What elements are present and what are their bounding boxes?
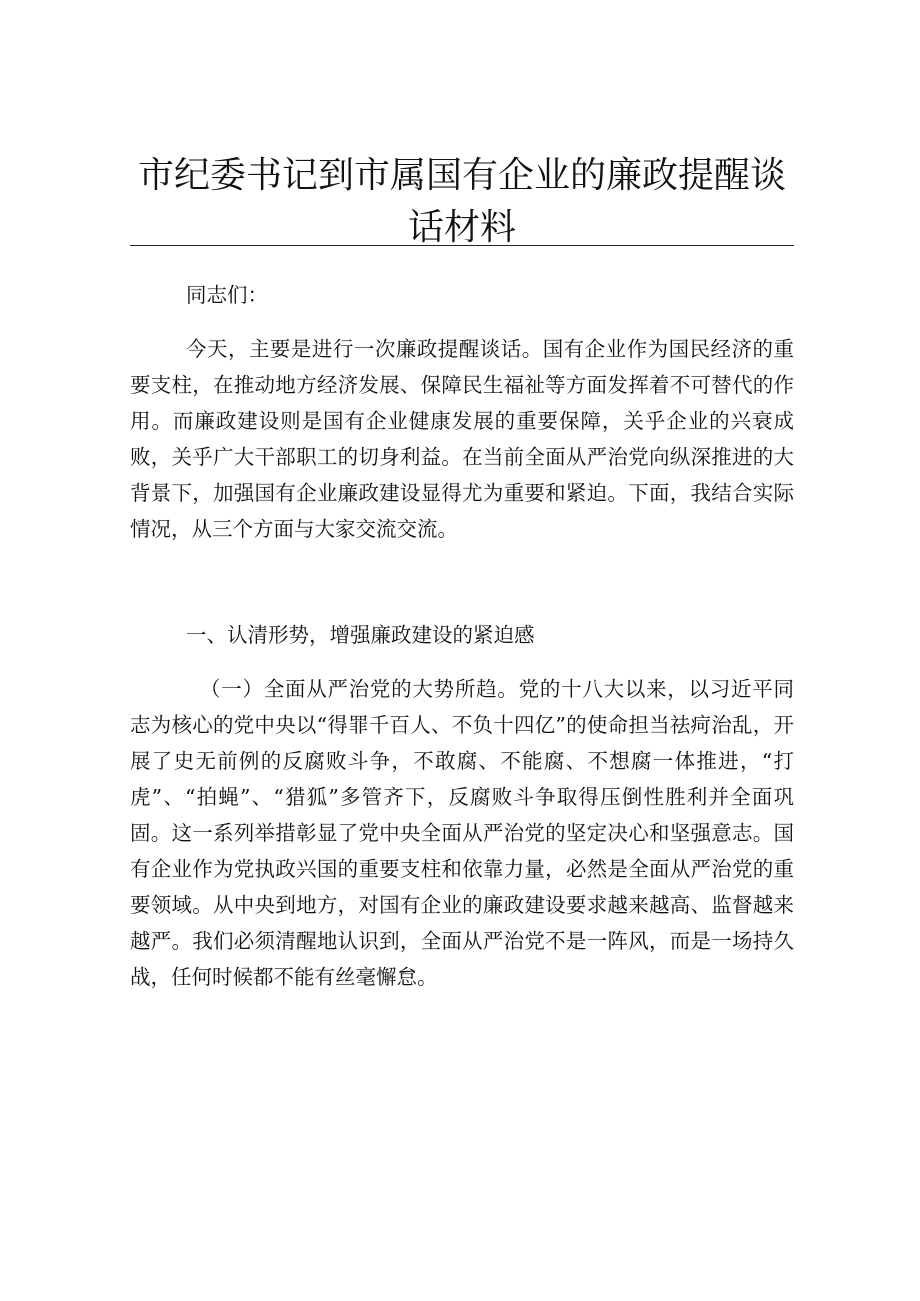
intro-paragraph: 今天，主要是进行一次廉政提醒谈话。国有企业作为国民经济的重要支柱，在推动地方经济发展、保障民生福祉等方面发挥着不可替代的作用。而廉政建设则是国有企业健康发展的重要保障，关乎企业的兴衰成败，关乎广大干部职工的切身利益。在当前全面从严治党向纵深推进的大背景下，加强国有企业廉政建设显得尤为重要和紧迫。下面，我结合实际情况，从三个方面与大家交流交流。 bbox=[130, 337, 794, 541]
section-1-1-paragraph: （一）全面从严治党的大势所趋。党的十八大以来，以习近平同志为核心的党中央以“得罪千百人、不负十四亿”的使命担当祛疴治乱，开展了史无前例的反腐败斗争，不敢腐、不能腐、不想腐一体推进，“打虎”、“拍蝇”、“猎狐”多管齐下，反腐败斗争取得压倒性胜利并全面巩固。这一系列举措彰显了党中央全面从严治党的坚定决心和坚强意志。国有企业作为党执政兴国的重要支柱和依靠力量，必然是全面从严治党的重要领域。从中央到地方，对国有企业的廉政建设要求越来越高、监督越来越严。我们必须清醒地认识到，全面从严治党不是一阵风，而是一场持久战，任何时候都不能有丝毫懈怠。 bbox=[130, 677, 794, 989]
document-title: 市纪委书记到市属国有企业的廉政提醒谈话材料 bbox=[137, 155, 786, 248]
title-divider bbox=[130, 245, 794, 246]
salutation: 同志们： bbox=[186, 283, 268, 307]
section-heading-1: 一、认清形势，增强廉政建设的紧迫感 bbox=[186, 623, 535, 647]
